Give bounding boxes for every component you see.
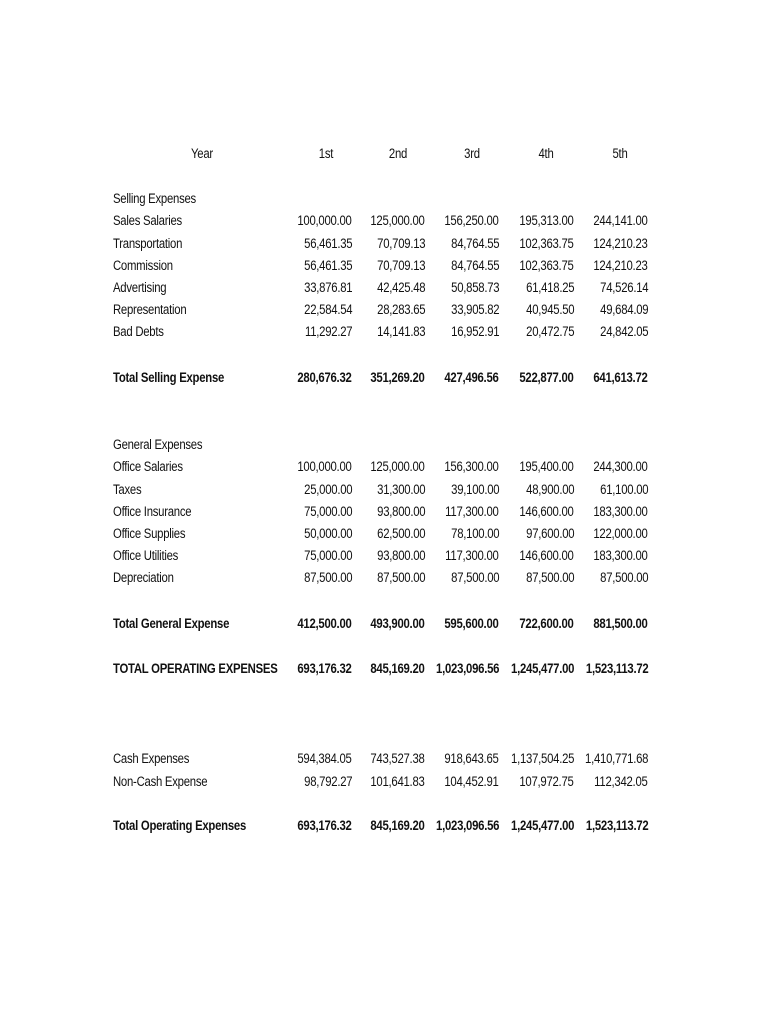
row-value-y5: 244,141.00	[593, 213, 648, 228]
row-value-y5: 87,500.00	[599, 570, 648, 585]
total-selling-y3: 427,496.56	[444, 370, 499, 385]
row-value-y4: 61,418.25	[525, 280, 574, 295]
total-operating-summary-label: Total Operating Expenses	[113, 818, 247, 833]
total-operating-summary-y5: 1,523,113.72	[585, 818, 648, 833]
table-row	[0, 457, 768, 477]
total-operating-summary-y4: 1,245,477.00	[510, 818, 574, 833]
row-label: Non-Cash Expense	[113, 774, 208, 789]
total-operating-summary-y1: 693,176.32	[297, 818, 352, 833]
row-value-y1: 11,292.27	[304, 324, 352, 339]
row-value-y1: 100,000.00	[297, 459, 352, 474]
row-label: Office Salaries	[113, 459, 183, 474]
row-value-y4: 195,313.00	[519, 213, 574, 228]
year-header-5: 5th	[612, 146, 628, 161]
table-row	[0, 524, 768, 544]
row-value-y4: 107,972.75	[519, 774, 574, 789]
general-section-title: General Expenses	[113, 437, 203, 452]
row-value-y1: 75,000.00	[303, 548, 352, 563]
row-value-y4: 102,363.75	[519, 258, 574, 273]
total-general-y5: 881,500.00	[593, 616, 648, 631]
row-value-y2: 31,300.00	[376, 482, 425, 497]
total-operating-y1: 693,176.32	[297, 661, 352, 676]
row-value-y4: 40,945.50	[525, 302, 574, 317]
row-value-y1: 56,461.35	[303, 236, 352, 251]
total-operating-y3: 1,023,096.56	[435, 661, 499, 676]
row-value-y5: 124,210.23	[593, 236, 648, 251]
row-label: Depreciation	[113, 570, 174, 585]
row-value-y5: 112,342.05	[594, 774, 648, 789]
row-value-y1: 22,584.54	[303, 302, 352, 317]
total-general-label: Total General Expense	[113, 616, 230, 631]
table-row	[0, 322, 768, 342]
total-operating-summary-row	[0, 816, 768, 836]
selling-section-title: Selling Expenses	[113, 191, 196, 206]
total-operating-y5: 1,523,113.72	[585, 661, 648, 676]
row-value-y2: 14,141.83	[376, 324, 425, 339]
row-value-y5: 74,526.14	[599, 280, 648, 295]
row-value-y2: 93,800.00	[376, 504, 425, 519]
row-value-y1: 56,461.35	[303, 258, 352, 273]
total-operating-label: TOTAL OPERATING EXPENSES	[113, 661, 278, 676]
total-general-y3: 595,600.00	[444, 616, 499, 631]
row-label: Office Utilities	[113, 548, 179, 563]
row-value-y5: 24,842.05	[599, 324, 648, 339]
total-operating-expenses-row	[0, 659, 768, 679]
row-value-y1: 98,792.27	[303, 774, 352, 789]
row-value-y5: 244,300.00	[593, 459, 648, 474]
general-section-title-row	[0, 435, 768, 455]
row-label: Sales Salaries	[113, 213, 182, 228]
total-selling-y4: 522,877.00	[519, 370, 574, 385]
row-value-y3: 87,500.00	[450, 570, 499, 585]
row-value-y4: 102,363.75	[519, 236, 574, 251]
row-value-y5: 183,300.00	[593, 504, 648, 519]
table-row	[0, 749, 768, 769]
row-value-y1: 75,000.00	[303, 504, 352, 519]
row-value-y3: 104,452.91	[444, 774, 499, 789]
row-value-y5: 61,100.00	[599, 482, 648, 497]
total-selling-y5: 641,613.72	[593, 370, 648, 385]
row-value-y4: 1,137,504.25	[510, 751, 574, 766]
row-label: Advertising	[113, 280, 167, 295]
row-value-y3: 918,643.65	[444, 751, 499, 766]
total-general-row	[0, 614, 768, 634]
row-label: Office Insurance	[113, 504, 192, 519]
row-value-y5: 124,210.23	[593, 258, 648, 273]
row-value-y2: 70,709.13	[376, 236, 425, 251]
total-selling-row	[0, 368, 768, 388]
row-value-y2: 125,000.00	[370, 459, 425, 474]
year-header-1: 1st	[318, 146, 334, 161]
row-value-y2: 87,500.00	[376, 570, 425, 585]
table-row	[0, 546, 768, 566]
row-value-y2: 42,425.48	[376, 280, 425, 295]
year-header-3: 3rd	[464, 146, 480, 161]
row-value-y4: 48,900.00	[525, 482, 574, 497]
row-value-y2: 28,283.65	[376, 302, 425, 317]
row-value-y1: 25,000.00	[303, 482, 352, 497]
selling-section-title-row	[0, 189, 768, 209]
row-value-y2: 62,500.00	[376, 526, 425, 541]
row-value-y3: 117,300.00	[445, 548, 499, 563]
total-general-y1: 412,500.00	[297, 616, 352, 631]
row-value-y3: 156,250.00	[444, 213, 499, 228]
row-label: Transportation	[113, 236, 183, 251]
row-value-y4: 97,600.00	[525, 526, 574, 541]
total-general-y4: 722,600.00	[519, 616, 574, 631]
row-label: Cash Expenses	[113, 751, 190, 766]
row-value-y1: 594,384.05	[297, 751, 352, 766]
row-value-y3: 39,100.00	[450, 482, 499, 497]
row-value-y4: 195,400.00	[519, 459, 574, 474]
row-value-y5: 183,300.00	[593, 548, 648, 563]
row-label: Bad Debts	[113, 324, 164, 339]
total-operating-y2: 845,169.20	[370, 661, 425, 676]
row-value-y4: 20,472.75	[525, 324, 574, 339]
total-operating-summary-y3: 1,023,096.56	[435, 818, 499, 833]
row-value-y2: 70,709.13	[376, 258, 425, 273]
year-header-4: 4th	[538, 146, 554, 161]
table-row	[0, 502, 768, 522]
row-value-y5: 122,000.00	[593, 526, 648, 541]
total-selling-label: Total Selling Expense	[113, 370, 225, 385]
row-label: Representation	[113, 302, 187, 317]
row-value-y5: 49,684.09	[599, 302, 648, 317]
table-row	[0, 772, 768, 792]
total-general-y2: 493,900.00	[370, 616, 425, 631]
row-value-y2: 125,000.00	[370, 213, 425, 228]
row-value-y4: 146,600.00	[519, 504, 574, 519]
row-value-y3: 156,300.00	[444, 459, 499, 474]
row-value-y3: 117,300.00	[445, 504, 499, 519]
table-row	[0, 480, 768, 500]
row-value-y4: 146,600.00	[519, 548, 574, 563]
row-value-y2: 93,800.00	[376, 548, 425, 563]
row-value-y1: 50,000.00	[303, 526, 352, 541]
row-value-y2: 743,527.38	[370, 751, 425, 766]
total-selling-y2: 351,269.20	[370, 370, 425, 385]
table-row	[0, 234, 768, 254]
row-value-y2: 101,641.83	[370, 774, 425, 789]
total-operating-y4: 1,245,477.00	[510, 661, 574, 676]
row-value-y3: 16,952.91	[450, 324, 499, 339]
row-value-y1: 87,500.00	[303, 570, 352, 585]
table-row	[0, 568, 768, 588]
row-value-y4: 87,500.00	[525, 570, 574, 585]
table-row	[0, 278, 768, 298]
row-label: Taxes	[113, 482, 142, 497]
row-value-y1: 100,000.00	[297, 213, 352, 228]
row-value-y5: 1,410,771.68	[584, 751, 648, 766]
table-row	[0, 211, 768, 231]
table-row	[0, 256, 768, 276]
row-value-y3: 78,100.00	[450, 526, 499, 541]
year-header-label: Year	[191, 146, 213, 161]
row-value-y1: 33,876.81	[303, 280, 352, 295]
total-selling-y1: 280,676.32	[297, 370, 352, 385]
row-label: Commission	[113, 258, 173, 273]
year-header-row	[0, 144, 768, 164]
year-header-2: 2nd	[388, 146, 408, 161]
row-label: Office Supplies	[113, 526, 186, 541]
table-row	[0, 300, 768, 320]
row-value-y3: 84,764.55	[450, 258, 499, 273]
row-value-y3: 33,905.82	[450, 302, 499, 317]
row-value-y3: 50,858.73	[450, 280, 499, 295]
row-value-y3: 84,764.55	[450, 236, 499, 251]
total-operating-summary-y2: 845,169.20	[370, 818, 425, 833]
